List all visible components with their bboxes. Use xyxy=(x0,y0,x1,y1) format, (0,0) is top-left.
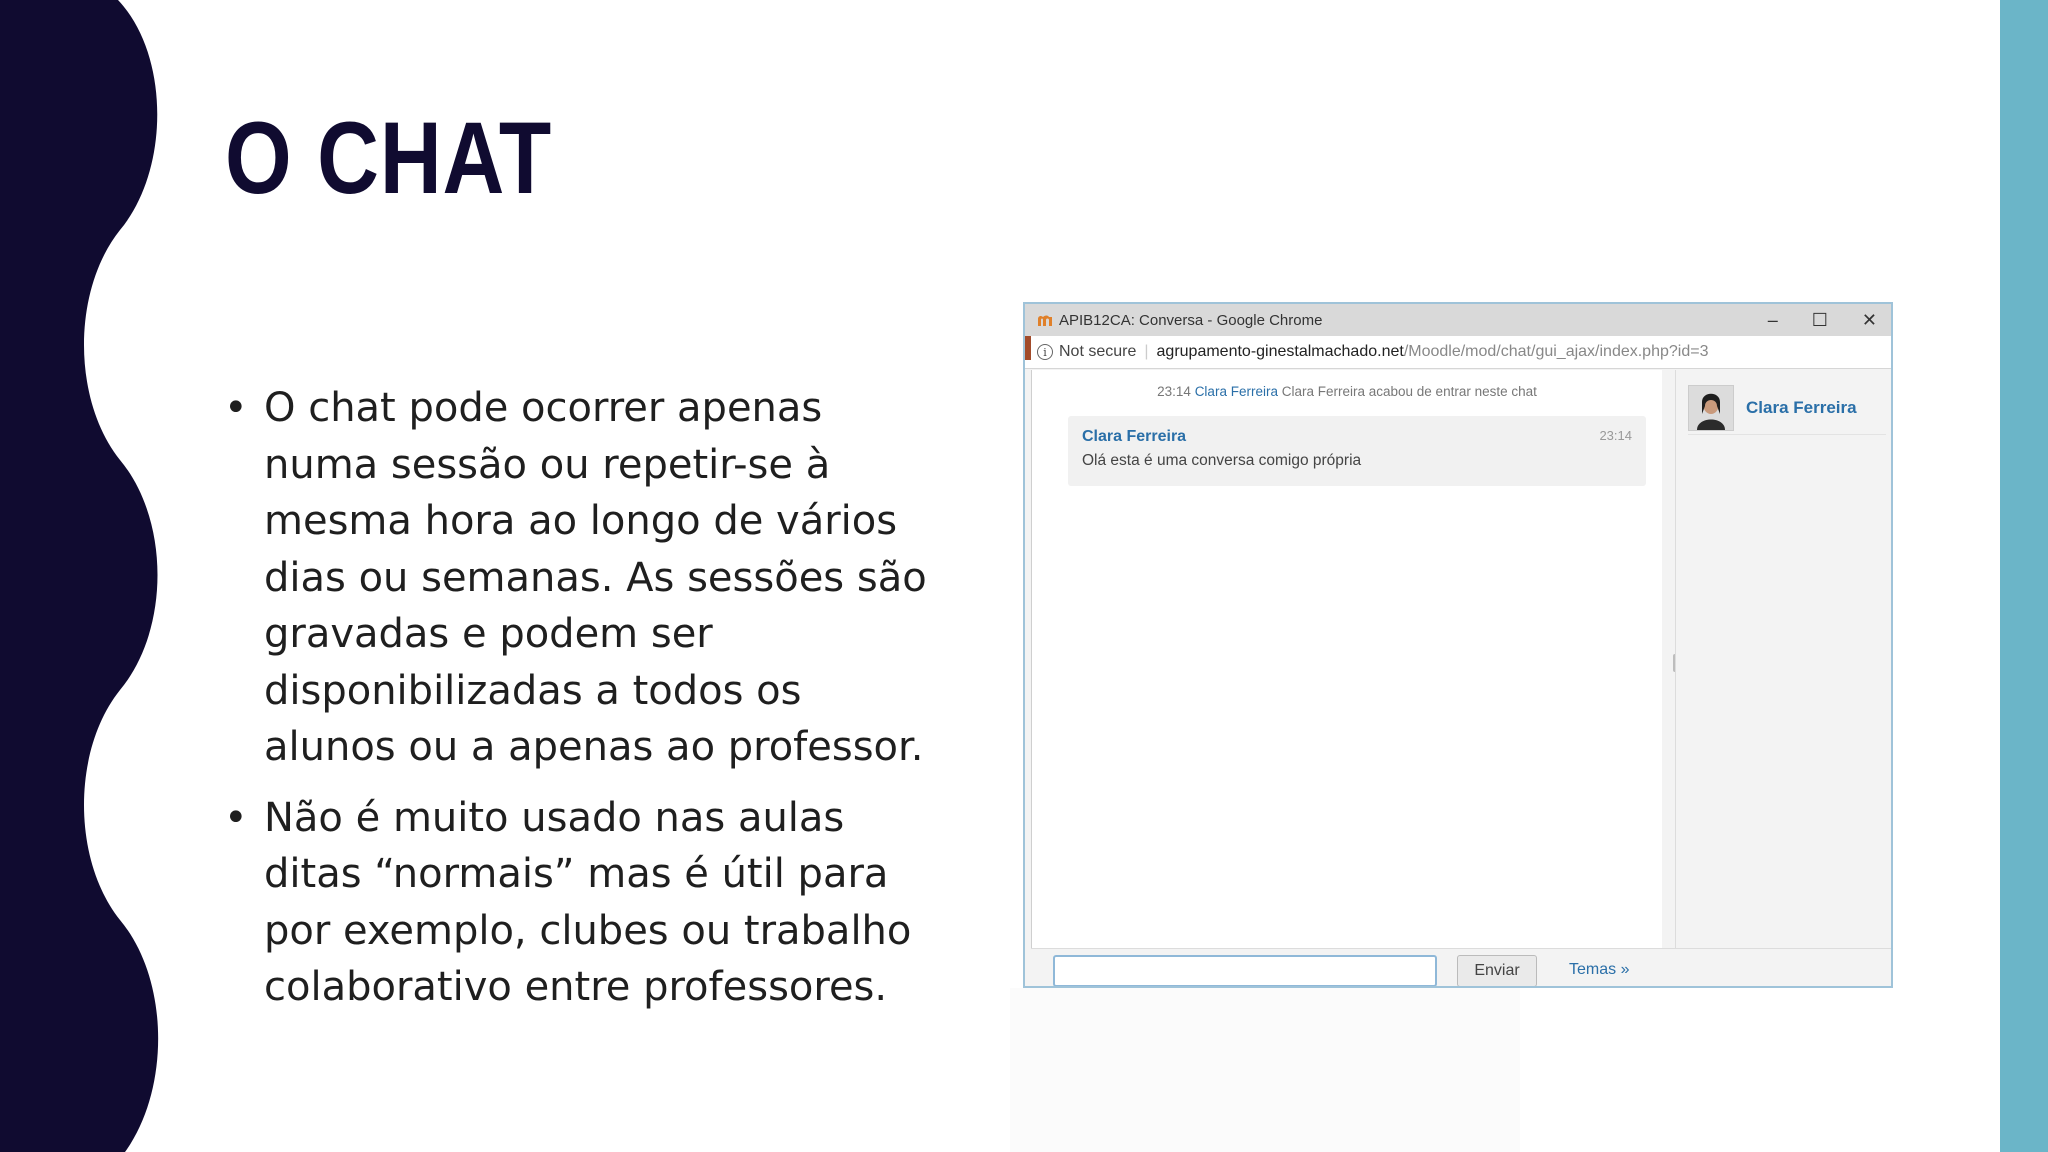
message-input[interactable] xyxy=(1053,955,1437,987)
bullet-text: Não é muito usado nas aulas ditas “normais” mas é útil para por exemplo, clubes ou trabalho colaborativo entre professores. xyxy=(264,794,912,1010)
security-label[interactable]: Not secure xyxy=(1059,343,1137,360)
window-titlebar xyxy=(1025,304,1891,336)
url-host[interactable]: agrupamento-ginestalmachado.net xyxy=(1156,343,1404,360)
right-accent-bar xyxy=(2000,0,2048,1152)
chat-message xyxy=(1068,416,1646,486)
system-message-text: Clara Ferreira acabou de entrar neste chat xyxy=(1281,384,1537,399)
page-edge-accent xyxy=(1025,336,1031,360)
screenshot-shadow xyxy=(1010,988,1520,1152)
user-name[interactable]: Clara Ferreira xyxy=(1746,398,1857,417)
chat-input-bar xyxy=(1031,948,1891,988)
users-list-pane xyxy=(1675,370,1892,948)
info-icon[interactable]: i xyxy=(1037,344,1053,360)
close-icon[interactable]: ✕ xyxy=(1861,309,1877,330)
url-path[interactable]: /Moodle/mod/chat/gui_ajax/index.php?id=3 xyxy=(1403,343,1709,360)
system-message-name[interactable]: Clara Ferreira xyxy=(1194,384,1278,399)
message-text: Olá esta é uma conversa comigo própria xyxy=(1082,452,1362,469)
chat-messages-area xyxy=(1031,370,1662,948)
moodle-favicon-icon xyxy=(1037,313,1053,327)
minimize-icon[interactable]: – xyxy=(1767,309,1778,330)
bullet-list xyxy=(224,380,944,1030)
send-button[interactable]: Enviar xyxy=(1457,955,1537,987)
message-time: 23:14 xyxy=(1599,428,1632,443)
avatar xyxy=(1688,385,1734,431)
user-list-item[interactable] xyxy=(1688,382,1886,435)
message-author[interactable]: Clara Ferreira xyxy=(1082,428,1187,445)
decorative-wave-band xyxy=(0,0,160,1152)
maximize-icon[interactable]: ☐ xyxy=(1811,309,1828,330)
themes-link[interactable]: Temas » xyxy=(1569,961,1630,978)
system-message-time: 23:14 xyxy=(1157,384,1191,399)
bullet-item xyxy=(224,380,944,776)
bullet-item xyxy=(224,790,944,1016)
window-title: APIB12CA: Conversa - Google Chrome xyxy=(1059,311,1323,329)
bullet-dot: • xyxy=(224,794,248,841)
user-avatar-icon xyxy=(1689,386,1733,430)
window-controls xyxy=(1768,304,1877,336)
chat-screenshot xyxy=(1023,302,1893,988)
bullet-dot: • xyxy=(224,385,248,431)
slide-title: O CHAT xyxy=(225,101,553,215)
system-message xyxy=(1032,384,1662,399)
address-bar[interactable] xyxy=(1025,336,1891,369)
address-separator: | xyxy=(1144,343,1149,360)
bullet-text: O chat pode ocorrer apenas numa sessão ou repetir-se à mesma hora ao longo de vários dias ou semanas. As sessões são gravadas e podem ser disponibilizadas a todos os alunos ou a apenas ao professor. xyxy=(264,385,927,770)
